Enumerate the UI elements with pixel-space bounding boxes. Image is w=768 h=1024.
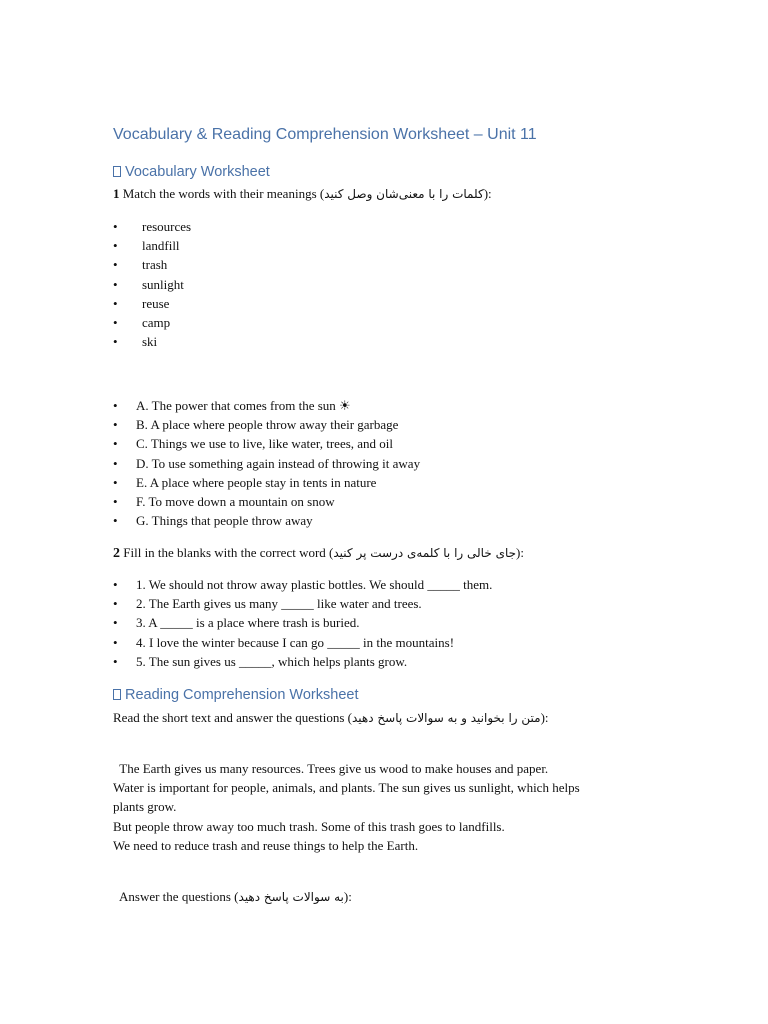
question-number: 2 xyxy=(113,546,120,561)
passage-line: plants grow. xyxy=(113,799,177,815)
bullet: • xyxy=(113,219,118,234)
blank-sentence: 1. We should not throw away plastic bottles. We should _____ them. xyxy=(136,577,493,592)
meaning-item: E. A place where people stay in tents in nature xyxy=(136,474,377,490)
blank-sentence: 3. A _____ is a place where trash is buried. xyxy=(136,615,360,631)
instruction-end: ): xyxy=(516,545,524,560)
bullet: • xyxy=(113,334,118,350)
reading-heading-text: Reading Comprehension Worksheet xyxy=(125,687,359,703)
bullet: • xyxy=(113,474,118,490)
instruction-persian: به سوالات پاسخ دهید xyxy=(238,890,344,904)
instruction-text: Answer the questions ( xyxy=(119,889,239,904)
page-title: Vocabulary & Reading Comprehension Worksheet – Unit 11 xyxy=(113,126,537,143)
bullet: • xyxy=(113,436,118,452)
meaning-item: D. To use something again instead of throwing it away xyxy=(136,455,421,471)
instruction-text: Read the short text and answer the questions ( xyxy=(113,710,352,725)
heading-icon xyxy=(113,689,121,700)
meaning-item: B. A place where people throw away their garbage xyxy=(136,417,399,433)
instruction-end: ): xyxy=(540,710,549,725)
bullet: • xyxy=(113,653,118,669)
bullet: • xyxy=(113,577,118,592)
blank-sentence: 2. The Earth gives us many _____ like water and trees. xyxy=(136,596,422,612)
bullet: • xyxy=(113,494,118,509)
passage-line: But people throw away too much trash. Some of this trash goes to landfills. xyxy=(113,818,505,834)
bullet: • xyxy=(113,315,118,330)
question-1-instruction xyxy=(113,186,492,202)
meaning-item: C. Things we use to live, like water, trees, and oil xyxy=(136,436,394,452)
heading-icon xyxy=(113,166,121,177)
bullet: • xyxy=(113,596,118,612)
bullet: • xyxy=(113,295,118,311)
instruction-text: Fill in the blanks with the correct word ( xyxy=(123,545,334,560)
blank-sentence: 4. I love the winter because I can go _____ in the mountains! xyxy=(136,634,455,650)
bullet: • xyxy=(113,417,118,433)
bullet: • xyxy=(113,238,118,254)
vocabulary-word: trash xyxy=(142,257,168,273)
vocabulary-word: sunlight xyxy=(142,276,184,292)
bullet: • xyxy=(113,615,118,631)
answer-instruction xyxy=(119,889,352,905)
meaning-item: F. To move down a mountain on snow xyxy=(136,494,335,509)
reading-heading xyxy=(113,687,358,703)
reading-instruction xyxy=(113,710,549,726)
instruction-end: ): xyxy=(483,186,492,201)
meaning-item: A. The power that comes from the sun ☀ xyxy=(136,398,351,413)
bullet: • xyxy=(113,276,118,292)
instruction-persian: کلمات را با معنی‌شان وصل کنید xyxy=(324,187,484,201)
instruction-text: Match the words with their meanings ( xyxy=(122,186,325,201)
bullet: • xyxy=(113,513,118,529)
vocabulary-word: ski xyxy=(142,334,158,350)
vocabulary-word: landfill xyxy=(142,238,180,254)
meaning-item: G. Things that people throw away xyxy=(136,513,313,529)
bullet: • xyxy=(113,634,118,650)
passage-line: We need to reduce trash and reuse things to help the Earth. xyxy=(113,837,419,853)
instruction-end: ): xyxy=(343,889,352,904)
bullet: • xyxy=(113,398,118,413)
instruction-persian: متن را بخوانید و به سوالات پاسخ دهید xyxy=(352,711,541,725)
bullet: • xyxy=(113,455,118,471)
bullet: • xyxy=(113,257,118,273)
question-number: 1 xyxy=(113,186,120,201)
vocabulary-heading-text: Vocabulary Worksheet xyxy=(125,164,270,180)
question-2-instruction xyxy=(113,545,524,562)
vocabulary-word: resources xyxy=(142,219,192,234)
blank-sentence: 5. The sun gives us _____, which helps plants grow. xyxy=(136,653,408,669)
passage-line: Water is important for people, animals, and plants. The sun gives us sunlight, which helps xyxy=(113,780,580,796)
passage-line: The Earth gives us many resources. Trees give us wood to make houses and paper. xyxy=(113,761,549,776)
vocabulary-word: camp xyxy=(142,315,171,330)
vocabulary-word: reuse xyxy=(142,295,170,311)
vocabulary-heading xyxy=(113,164,270,180)
instruction-persian: جای خالی را با کلمه‌ی درست پر کنید xyxy=(333,546,517,560)
